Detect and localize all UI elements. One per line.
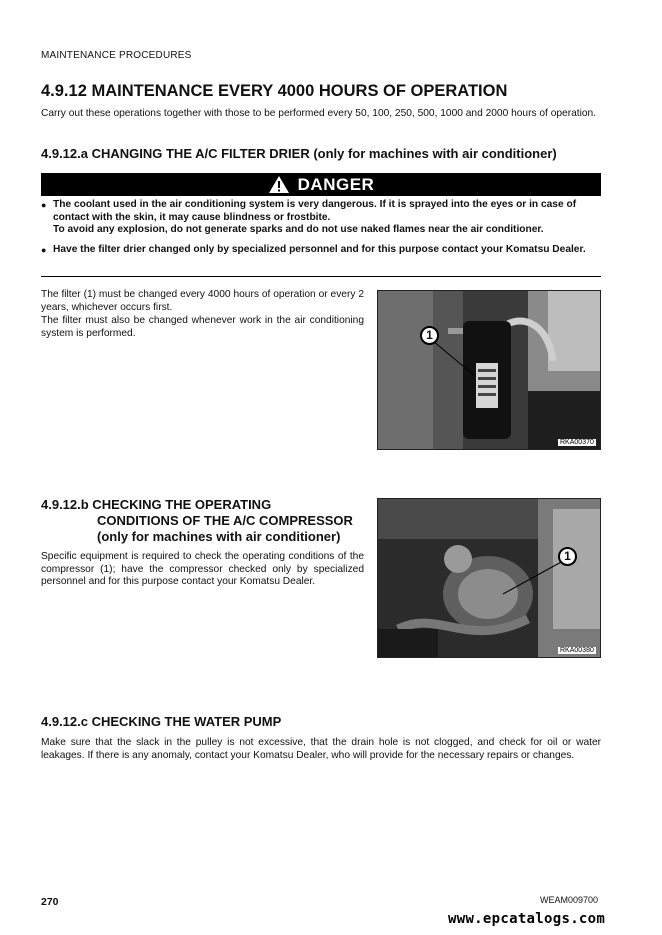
section-intro: Carry out these operations together with those to be performed every 50, 100, 250, 500, 1000 and 2000 hours of operation. <box>41 108 597 119</box>
danger-banner <box>41 173 601 196</box>
water-pump-body: Make sure that the slack in the pulley is not excessive, that the drain hole is not clogged, and check for oil or water leakages. If there is any anomaly, contact your Komatsu Dealer, who will provide for the necessary repairs or changes. <box>41 737 601 761</box>
filter-body-2: The filter must also be changed whenever work in the air conditioning system is performed. <box>41 315 364 339</box>
document-code: WEAM009700 <box>540 895 599 905</box>
filter-photo-code: RKA00370 <box>560 439 594 446</box>
danger-label: DANGER <box>297 174 375 194</box>
subsection-b-title-3: (only for machines with air conditioner) <box>97 529 341 544</box>
subsection-a-title: 4.9.12.a CHANGING THE A/C FILTER DRIER (only for machines with air conditioner) <box>41 146 557 161</box>
compressor-body: Specific equipment is required to check the operating conditions of the compressor (1); have the compressor checked only by specialized personnel and for this purpose contact your Komatsu Dealer. <box>41 551 364 587</box>
filter-drier-photo <box>377 290 601 450</box>
page-number: 270 <box>41 896 59 908</box>
section-title: 4.9.12 MAINTENANCE EVERY 4000 HOURS OF OPERATION <box>41 82 508 100</box>
watermark-link[interactable]: www.epcatalogs.com <box>448 911 606 927</box>
subsection-b-title-1: 4.9.12.b CHECKING THE OPERATING <box>41 497 272 512</box>
compressor-photo <box>377 498 601 658</box>
compressor-photo-code: RKA00380 <box>560 647 594 654</box>
filter-body-1: The filter (1) must be changed every 4000 hours of operation or every 2 years, whichever occurs first. <box>41 289 364 313</box>
filter-callout: 1 <box>420 326 439 345</box>
bullet-icon: ● <box>41 200 47 210</box>
compressor-callout: 1 <box>558 547 577 566</box>
subsection-b-title-2: CONDITIONS OF THE A/C COMPRESSOR <box>97 513 353 528</box>
filter-drier-illustration <box>378 291 600 449</box>
compressor-illustration <box>378 499 600 657</box>
bullet-icon: ● <box>41 245 47 255</box>
danger-box: ● The coolant used in the air conditioning system is very dangerous. If it is sprayed into the eyes or in case of contact with the skin, it may cause blindness or frostbite. To avoid any explosion, do not generate sparks and do not use naked flames near the air conditioner. ● Have the filter drier changed only by specialized personnel and for this purpose contact your Komatsu Dealer. <box>41 196 601 277</box>
running-header: MAINTENANCE PROCEDURES <box>41 50 192 61</box>
warning-triangle-icon <box>268 175 290 194</box>
subsection-c-title: 4.9.12.c CHECKING THE WATER PUMP <box>41 714 282 729</box>
